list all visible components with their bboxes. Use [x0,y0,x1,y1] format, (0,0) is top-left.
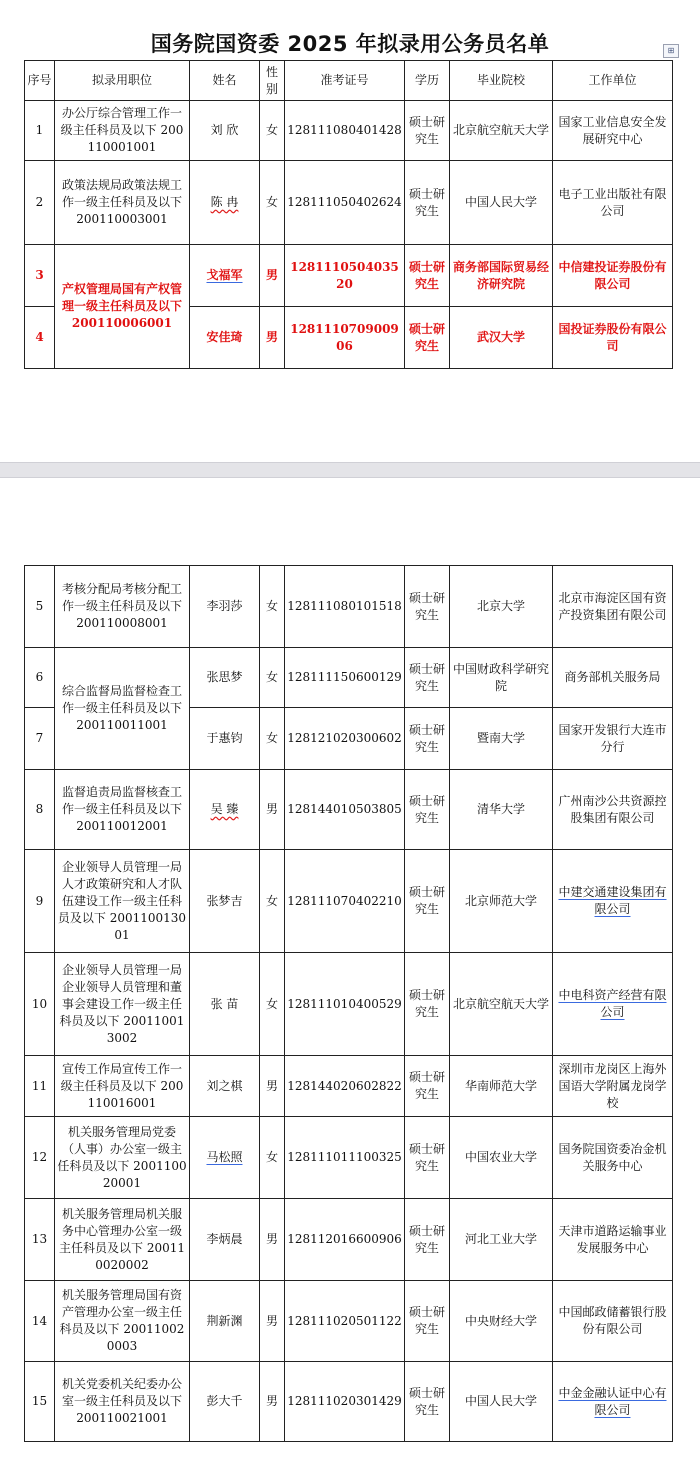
candidate-table-page-2 [24,565,673,1442]
cell-position: 监督追责局监督核查工作一级主任科员及以下 200110012001 [55,770,190,850]
table-row [25,566,673,648]
cell-education: 硕士研究生 [405,1362,450,1442]
cell-position: 企业领导人员管理一局企业领导人员管理和董事会建设工作一级主任科员及以下 200110013002 [55,953,190,1056]
cell-exam-id: 128112016600906 [285,1199,405,1281]
cell-employer: 中电科资产经营有限公司 [558,988,667,1019]
cell-employer: 国务院国资委冶金机关服务中心 [553,1117,673,1199]
header-gender: 性别 [260,61,285,101]
cell-school: 北京师范大学 [450,850,553,953]
cell-seq: 1 [25,101,55,161]
cell-gender: 男 [260,770,285,850]
cell-exam-id: 128144010503805 [285,770,405,850]
candidate-table-page-1 [24,60,673,369]
cell-gender: 女 [260,161,285,245]
layout-options-icon[interactable]: ⊞ [663,44,679,58]
cell-exam-id: 128111011100325 [285,1117,405,1199]
cell-employer: 中建交通建设集团有限公司 [558,885,667,916]
cell-employer: 北京市海淀区国有资产投资集团有限公司 [553,566,673,648]
cell-gender: 男 [260,245,285,307]
table-row [25,648,673,708]
cell-gender: 女 [260,566,285,648]
cell-seq: 2 [25,161,55,245]
cell-name: 于惠钧 [190,708,260,770]
cell-school: 中国人民大学 [450,161,553,245]
cell-school: 华南师范大学 [450,1056,553,1117]
cell-seq: 5 [25,566,55,648]
cell-gender: 女 [260,101,285,161]
cell-school: 北京航空航天大学 [450,101,553,161]
cell-position: 产权管理局国有产权管理一级主任科员及以下 200110006001 [55,245,190,369]
cell-name: 戈福军 [206,268,243,282]
cell-education: 硕士研究生 [405,1199,450,1281]
cell-name: 刘 欣 [190,101,260,161]
cell-exam-id: 128111080401428 [285,101,405,161]
cell-exam-id: 128111070402210 [285,850,405,953]
cell-education: 硕士研究生 [405,770,450,850]
cell-school: 北京航空航天大学 [450,953,553,1056]
cell-name: 张思梦 [190,648,260,708]
cell-employer-wrap [553,1362,673,1442]
cell-position: 考核分配局考核分配工作一级主任科员及以下 200110008001 [55,566,190,648]
cell-education: 硕士研究生 [405,648,450,708]
cell-education: 硕士研究生 [405,1056,450,1117]
cell-employer: 商务部机关服务局 [553,648,673,708]
cell-exam-id: 128111050402624 [285,161,405,245]
cell-seq: 14 [25,1281,55,1362]
cell-name: 彭大千 [190,1362,260,1442]
cell-education: 硕士研究生 [405,101,450,161]
cell-gender: 男 [260,1056,285,1117]
cell-exam-id: 128111080101518 [285,566,405,648]
cell-school: 暨南大学 [450,708,553,770]
cell-name: 张梦吉 [190,850,260,953]
cell-name: 李羽莎 [190,566,260,648]
cell-education: 硕士研究生 [405,307,450,369]
cell-gender: 男 [260,1199,285,1281]
cell-gender: 男 [260,1281,285,1362]
cell-employer: 天津市道路运输事业发展服务中心 [553,1199,673,1281]
cell-education: 硕士研究生 [405,566,450,648]
header-seq: 序号 [25,61,55,101]
cell-name: 陈 冉 [210,195,239,209]
cell-name-wrap [190,161,260,245]
cell-name: 荆新渊 [190,1281,260,1362]
cell-position: 政策法规局政策法规工作一级主任科员及以下 200110003001 [55,161,190,245]
cell-employer: 电子工业出版社有限公司 [553,161,673,245]
table-row [25,1199,673,1281]
table-row-highlighted [25,245,673,307]
document-page-2 [0,478,700,1458]
cell-name: 安佳琦 [190,307,260,369]
cell-position: 机关服务管理局国有资产管理办公室一级主任科员及以下 200110020003 [55,1281,190,1362]
cell-seq: 3 [25,245,55,307]
cell-position: 综合监督局监督检查工作一级主任科员及以下 200110011001 [55,648,190,770]
page-separator [0,462,700,478]
cell-gender: 女 [260,648,285,708]
cell-seq: 15 [25,1362,55,1442]
cell-employer: 国家工业信息安全发展研究中心 [553,101,673,161]
cell-employer-wrap [553,850,673,953]
cell-seq: 13 [25,1199,55,1281]
cell-name: 马松照 [206,1150,243,1164]
cell-exam-id: 128121020300602 [285,708,405,770]
cell-employer: 国投证券股份有限公司 [553,307,673,369]
cell-name: 刘之棋 [190,1056,260,1117]
cell-name-wrap [190,245,260,307]
cell-seq: 12 [25,1117,55,1199]
cell-school: 清华大学 [450,770,553,850]
cell-school: 商务部国际贸易经济研究院 [450,245,553,307]
cell-education: 硕士研究生 [405,850,450,953]
cell-employer: 广州南沙公共资源控股集团有限公司 [553,770,673,850]
cell-seq: 7 [25,708,55,770]
table-row [25,850,673,953]
cell-employer: 中国邮政储蓄银行股份有限公司 [553,1281,673,1362]
cell-position: 办公厅综合管理工作一级主任科员及以下 200110001001 [55,101,190,161]
cell-employer: 中信建投证券股份有限公司 [553,245,673,307]
document-page-1 [0,0,700,462]
cell-exam-id: 128111050403520 [285,245,405,307]
header-exam-id: 准考证号 [285,61,405,101]
cell-name: 吴 臻 [210,802,239,816]
cell-gender: 女 [260,1117,285,1199]
header-education: 学历 [405,61,450,101]
cell-position: 机关服务管理局党委（人事）办公室一级主任科员及以下 200110020001 [55,1117,190,1199]
cell-name: 李炳晨 [190,1199,260,1281]
cell-school: 河北工业大学 [450,1199,553,1281]
cell-seq: 10 [25,953,55,1056]
cell-education: 硕士研究生 [405,708,450,770]
cell-school: 中国财政科学研究院 [450,648,553,708]
cell-seq: 6 [25,648,55,708]
cell-employer: 深圳市龙岗区上海外国语大学附属龙岗学校 [553,1056,673,1117]
header-employer: 工作单位 [553,61,673,101]
cell-gender: 女 [260,708,285,770]
cell-exam-id: 128111020501122 [285,1281,405,1362]
cell-school: 北京大学 [450,566,553,648]
cell-education: 硕士研究生 [405,245,450,307]
cell-school: 中国人民大学 [450,1362,553,1442]
cell-position: 机关服务管理局机关服务中心管理办公室一级主任科员及以下 200110020002 [55,1199,190,1281]
cell-education: 硕士研究生 [405,1281,450,1362]
document-title: 国务院国资委 2025 年拟录用公务员名单 [150,32,550,56]
cell-gender: 女 [260,953,285,1056]
table-row [25,1281,673,1362]
cell-position: 宣传工作局宣传工作一级主任科员及以下 200110016001 [55,1056,190,1117]
cell-exam-id: 128111070900906 [285,307,405,369]
cell-employer: 国家开发银行大连市分行 [553,708,673,770]
cell-exam-id: 128111150600129 [285,648,405,708]
cell-name: 张 苗 [190,953,260,1056]
cell-seq: 4 [25,307,55,369]
cell-school: 中央财经大学 [450,1281,553,1362]
table-row [25,953,673,1056]
cell-name-wrap [190,770,260,850]
header-school: 毕业院校 [450,61,553,101]
cell-gender: 女 [260,850,285,953]
cell-employer: 中金金融认证中心有限公司 [558,1385,667,1417]
cell-position: 机关党委机关纪委办公室一级主任科员及以下 200110021001 [55,1362,190,1442]
header-position: 拟录用职位 [55,61,190,101]
cell-exam-id: 128111020301429 [285,1362,405,1442]
cell-school: 武汉大学 [450,307,553,369]
cell-exam-id: 128144020602822 [285,1056,405,1117]
table-row [25,101,673,161]
table-row [25,1362,673,1442]
table-row [25,1056,673,1117]
cell-gender: 男 [260,1362,285,1442]
cell-name-wrap [190,1117,260,1199]
cell-school: 中国农业大学 [450,1117,553,1199]
cell-employer-wrap [553,953,673,1056]
cell-education: 硕士研究生 [405,161,450,245]
table-header-row [25,61,673,101]
cell-education: 硕士研究生 [405,1117,450,1199]
table-row [25,770,673,850]
cell-position: 企业领导人员管理一局人才政策研究和人才队伍建设工作一级主任科员及以下 200110013001 [55,850,190,953]
table-row [25,161,673,245]
table-row [25,1117,673,1199]
header-name: 姓名 [190,61,260,101]
cell-seq: 11 [25,1056,55,1117]
cell-exam-id: 128111010400529 [285,953,405,1056]
cell-education: 硕士研究生 [405,953,450,1056]
cell-seq: 8 [25,770,55,850]
cell-seq: 9 [25,850,55,953]
cell-gender: 男 [260,307,285,369]
